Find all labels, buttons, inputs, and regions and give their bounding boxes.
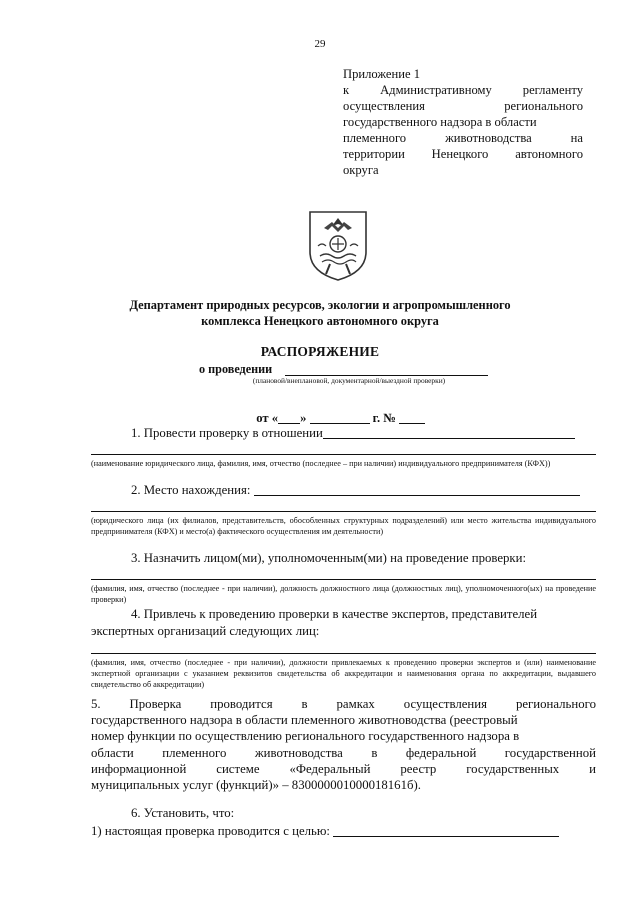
item-5-word: «Федеральный — [289, 761, 371, 776]
appendix-word: автономного — [515, 147, 583, 161]
appendix-word: регламенту — [522, 83, 583, 97]
order-number-blank[interactable] — [399, 411, 425, 424]
item-5-word: номер функции по осуществлению регионального государственного надзора в — [91, 729, 520, 744]
nenets-coat-of-arms-icon — [304, 208, 372, 282]
item-5-paragraph — [91, 696, 596, 793]
item-5-word: 5. — [91, 697, 101, 711]
item-6-sub-1-blank[interactable] — [333, 824, 559, 837]
appendix-word: Приложение 1 — [343, 67, 421, 81]
item-4-line-2: экспертных организаций следующих лиц: — [91, 624, 320, 638]
department-name — [60, 297, 580, 329]
item-4-rule[interactable] — [91, 653, 596, 654]
order-date-line — [250, 396, 425, 426]
item-3-text: 3. Назначить лицом(ми), уполномоченным(ми) на проведение проверки: — [131, 551, 527, 565]
item-5-word: системе — [216, 761, 260, 776]
appendix-line — [343, 98, 583, 114]
item-5-word: в — [371, 745, 378, 760]
item-3-note: (фамилия, имя, отчество (последнее - при наличии), должность должностного лица (должностных лиц), уполномоченного(ых) на проведение проверки) — [91, 584, 596, 604]
department-line-1: Департамент природных ресурсов, экологии и агропромышленного — [129, 298, 511, 312]
date-month-blank[interactable] — [310, 411, 370, 424]
item-5-word: регионального — [515, 697, 596, 711]
item-1-note: (наименование юридического лица, фамилия, имя, отчество (последнее – при наличии) индивидуального предпринимателя (КФХ)) — [91, 459, 551, 468]
item-5-word: государственной — [504, 745, 596, 760]
appendix-line — [343, 146, 583, 162]
item-5-word: осуществления — [403, 697, 488, 711]
appendix-word: Ненецкого — [431, 147, 489, 161]
date-day-blank[interactable] — [278, 411, 300, 424]
item-5-word: реестр — [400, 761, 437, 776]
item-2-text: 2. Место нахождения: — [131, 483, 251, 497]
item-1-rule[interactable] — [91, 454, 596, 455]
item-3-rule[interactable] — [91, 579, 596, 580]
appendix-heading — [343, 66, 583, 178]
item-5-word: государственных — [466, 761, 560, 776]
item-4-note: (фамилия, имя, отчество (последнее - при наличии), должности привлекаемых к проведению проверки экспертов и (или) наименование экспертной организации с указанием реквизитов свидетельства об аккредитации и наименования органа по аккредитации, выдавшего свидетельство об аккредитации) — [91, 658, 596, 689]
item-5-line — [91, 761, 596, 777]
item-5-line — [91, 777, 596, 793]
item-5-line — [91, 745, 596, 761]
item-1-text: 1. Провести проверку в отношении — [131, 426, 323, 440]
item-1 — [131, 426, 575, 441]
appendix-word: животноводства — [445, 131, 532, 145]
date-year-number: г. № — [372, 411, 396, 425]
date-prefix: от « — [256, 411, 279, 425]
item-1-blank[interactable] — [323, 426, 575, 439]
item-5-line — [91, 696, 596, 712]
item-4-line-1: 4. Привлечь к проведению проверки в качестве экспертов, представителей — [131, 607, 538, 621]
appendix-word: осуществления — [343, 99, 425, 113]
item-2 — [131, 483, 580, 498]
appendix-line — [343, 66, 583, 82]
page-number: 29 — [314, 38, 326, 50]
order-title: РАСПОРЯЖЕНИЕ — [260, 344, 380, 359]
appendix-word: племенного — [343, 131, 407, 145]
order-about-hint: (плановой/внеплановой, документарной/выездной проверки) — [252, 376, 446, 385]
item-6-sub-1-text: 1) настоящая проверка проводится с целью: — [91, 824, 330, 838]
order-about-label: о проведении — [199, 362, 273, 376]
appendix-line — [343, 114, 583, 130]
appendix-word: территории — [343, 147, 405, 161]
department-line-2: комплекса Ненецкого автономного округа — [201, 314, 439, 328]
appendix-line — [343, 130, 583, 146]
appendix-word: округа — [343, 163, 379, 177]
appendix-word: государственного надзора в области — [343, 115, 537, 129]
item-5-word: животноводства — [254, 745, 343, 760]
item-6-text: 6. Установить, что: — [131, 806, 235, 820]
appendix-word: Административному — [380, 83, 492, 97]
item-5-word: информационной — [91, 761, 187, 776]
item-5-word: и — [589, 761, 596, 776]
appendix-line — [343, 82, 583, 98]
item-5-word: государственного надзора в области племенного животноводства (реестровый — [91, 713, 518, 728]
item-6-sub-1 — [91, 824, 559, 839]
item-2-blank[interactable] — [254, 483, 580, 496]
item-5-word: области — [91, 745, 134, 760]
item-5-word: проводится — [210, 697, 273, 711]
item-5-line — [91, 728, 596, 744]
item-5-word: Проверка — [129, 697, 182, 711]
appendix-line — [343, 162, 583, 178]
date-mid: » — [300, 411, 307, 425]
item-5-word: муниципальных услуг (функций)» – 830000001000018161б). — [91, 778, 421, 793]
item-5-word: федеральной — [405, 745, 477, 760]
item-5-line — [91, 712, 596, 728]
appendix-word: на — [570, 131, 583, 145]
appendix-word: к — [343, 83, 350, 97]
item-5-word: племенного — [162, 745, 227, 760]
item-2-rule[interactable] — [91, 511, 596, 512]
appendix-word: регионального — [504, 99, 583, 113]
item-5-word: рамках — [336, 697, 375, 711]
item-5-word: в — [301, 697, 308, 711]
item-2-note: (юридического лица (их филиалов, представительств, обособленных структурных подразделений) или место жительства индивидуального предпринимателя (КФХ) и место(а) фактического осуществления им деятельности) — [91, 516, 596, 536]
